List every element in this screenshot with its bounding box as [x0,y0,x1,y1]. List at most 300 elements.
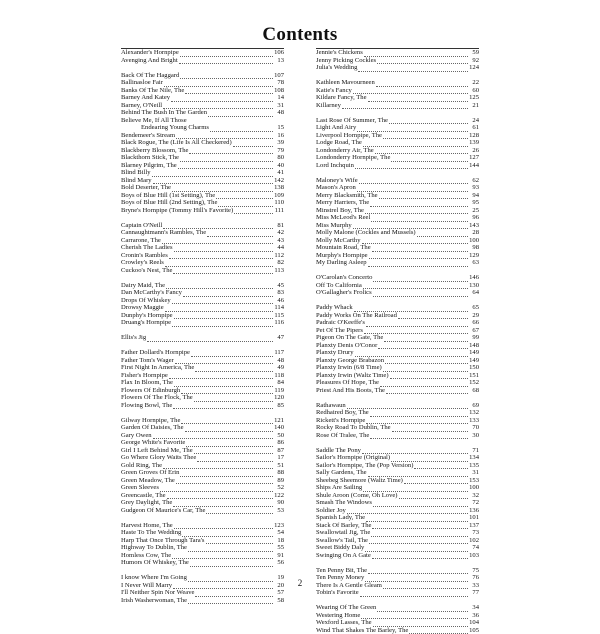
toc-entry-page: 138 [274,184,284,192]
toc-entry [316,589,479,597]
toc-entry-title: Smash The Windows [316,499,372,507]
toc-entry-title: Bold Deserter, The [121,184,171,192]
toc-leader-dots [366,516,468,522]
toc-entry [316,94,479,102]
toc-entry-page: 85 [274,402,284,410]
toc-entry [121,537,284,545]
toc-entry [316,184,479,192]
toc-leader-dots [391,156,468,162]
toc-entry-title: Wexford Lasses, The [316,619,372,627]
toc-entry-title: Highway To Dublin, The [121,544,187,552]
toc-entry-page: 99 [469,334,479,342]
toc-leader-dots [186,441,273,447]
toc-leader-dots [368,96,468,102]
toc-leader-dots [206,508,273,514]
section-spacer [316,297,479,305]
toc-entry-title: Redhaired Boy, The [316,409,369,417]
section-spacer [121,514,284,522]
toc-leader-dots [404,478,468,484]
toc-entry-title: Ten Penny Money [316,574,364,582]
toc-entry-title: Black Rogue, The (Life Is All Checkered) [121,139,232,147]
toc-entry-page: 52 [274,484,284,492]
toc-leader-dots [174,523,273,529]
toc-entry [121,87,284,95]
toc-entry [316,387,479,395]
toc-entry-title: Druang's Hornpipe [121,319,171,327]
toc-leader-dots [363,141,468,147]
toc-entry-title: Sailor's Hornpipe, The (Pop Version) [316,462,413,470]
page-title: Contents [0,24,600,46]
toc-entry [121,267,284,275]
toc-leader-dots [180,73,273,79]
toc-entry-title: Blind Billy [121,169,151,177]
toc-leader-dots [373,276,468,282]
toc-entry-title: George White's Favorite [121,439,185,447]
toc-entry-page: 134 [469,454,479,462]
toc-entry-page: 48 [274,109,284,117]
toc-leader-dots [365,208,468,214]
toc-leader-dots [379,193,468,199]
toc-entry-page: 25 [469,207,479,215]
toc-entry-page: 153 [469,477,479,485]
toc-entry [316,417,479,425]
toc-entry [316,469,479,477]
toc-entry-title: Blarney Pilgrim, The [121,162,177,170]
toc-entry [316,327,479,335]
toc-entry [316,604,479,612]
toc-leader-dots [386,388,468,394]
toc-entry-title: Dan McCarthy's Fancy [121,289,182,297]
toc-entry-page: 50 [274,432,284,440]
toc-leader-dots [384,336,468,342]
toc-leader-dots [190,561,273,567]
toc-leader-dots [358,66,468,72]
toc-leader-dots [365,546,468,552]
toc-entry [121,229,284,237]
toc-entry-title: Off To California [316,282,362,290]
toc-entry [121,139,284,147]
toc-entry-title: Go Where Glory Waits Thee [121,454,196,462]
toc-entry-title: Humors Of Whiskey, The [121,559,189,567]
toc-entry [316,102,479,110]
toc-entry [316,79,479,87]
toc-entry-title: Crowley's Reels [121,259,164,267]
toc-entry-title: Minstrel Boy, The [316,207,364,215]
toc-entry [121,589,284,597]
toc-entry-title: Sailor's Hornpipe (Original) [316,454,390,462]
toc-leader-dots [372,553,468,559]
toc-entry-page: 152 [469,379,479,387]
section-spacer [121,327,284,335]
toc-entry-title: First Night In America, The [121,364,194,372]
toc-entry-title: Behind The Bush In The Garden [121,109,207,117]
toc-entry [316,222,479,230]
toc-entry [121,304,284,312]
toc-entry-title: Back Of The Haggard [121,72,179,80]
toc-entry-title: Gold Ring, The [121,462,162,470]
toc-entry-title: Irish Washerwoman, The [121,597,187,605]
toc-entry-page: 31 [274,102,284,110]
toc-entry-page: 57 [274,589,284,597]
section-spacer [316,109,479,117]
toc-entry-title: Paddy Whack [316,304,353,312]
toc-entry-page: 82 [274,259,284,267]
toc-entry-title: Green Sleeves [121,484,159,492]
toc-leader-dots [373,501,468,507]
toc-entry [316,612,479,620]
toc-entry-title: Believe Me, If All Those [121,117,187,125]
toc-entry-title: Fisher's Hornpipe [121,372,168,380]
toc-entry-page: 93 [469,184,479,192]
toc-entry-page: 15 [274,124,284,132]
toc-entry-page: 114 [274,304,284,312]
toc-entry [316,319,479,327]
toc-entry [316,492,479,500]
toc-entry-page: 74 [469,544,479,552]
toc-entry [316,207,479,215]
toc-leader-dots [370,201,468,207]
toc-entry-title: O'Gallagher's Frolics [316,289,372,297]
toc-entry [316,229,479,237]
toc-entry-title: O'Carolan's Concerto [316,274,372,282]
toc-entry-title: Miss Murphy [316,222,352,230]
toc-entry [121,199,284,207]
toc-entry-page: 51 [274,462,284,470]
toc-leader-dots [373,291,468,297]
toc-entry [316,552,479,560]
toc-entry [316,522,479,530]
toc-entry [316,312,479,320]
toc-leader-dots [191,351,273,357]
toc-leader-dots [370,411,468,417]
toc-entry-title: My Darling Asleep [316,259,367,267]
toc-entry-title: Cuckoo's Nest, The [121,267,172,275]
toc-entry-title: Gilway Hornpipe, The [121,417,180,425]
toc-leader-dots [174,246,273,252]
toc-entry-page: 95 [469,199,479,207]
toc-entry-title: Tobin's Favorite [316,589,359,597]
toc-entry-page: 29 [469,312,479,320]
toc-entry [316,349,479,357]
toc-entry-page: 144 [469,162,479,170]
toc-entry-page: 60 [469,87,479,95]
toc-entry [121,402,284,410]
toc-entry-title: Father Tom's Wager [121,357,174,365]
section-spacer [121,274,284,282]
toc-entry [121,124,284,132]
toc-entry-page: 44 [274,244,284,252]
toc-leader-dots [360,591,468,597]
toc-entry-title: Sally Gardens, The [316,469,367,477]
toc-entry-page: 47 [274,334,284,342]
toc-entry [121,147,284,155]
toc-entry-title: Spanish Lady, The [316,514,365,522]
toc-entry-title: Gary Owen [121,432,152,440]
toc-leader-dots [363,283,468,289]
toc-entry [316,402,479,410]
toc-leader-dots [380,381,468,387]
toc-leader-dots [364,51,468,57]
toc-entry [316,424,479,432]
toc-entry-page: 135 [469,462,479,470]
toc-entry [121,529,284,537]
toc-entry [121,447,284,455]
toc-leader-dots [216,193,273,199]
toc-entry-page: 117 [274,349,284,357]
toc-entry [316,514,479,522]
toc-entry [316,379,479,387]
toc-entry-title: Captain O'Neill [121,222,162,230]
toc-entry-title: Kildare Fancy, The [316,94,367,102]
toc-leader-dots [399,493,469,499]
toc-entry-title: Dunphy's Hornpipe [121,312,173,320]
toc-entry [316,477,479,485]
toc-entry [316,627,479,634]
toc-leader-dots [172,298,273,304]
toc-entry-title: Banks Of The Nile, The [121,87,184,95]
toc-entry-page: 62 [469,177,479,185]
toc-entry-page: 18 [274,537,284,545]
toc-entry [316,484,479,492]
toc-entry-title: Swallowtail Jig, The [316,529,370,537]
toc-entry [121,439,284,447]
toc-entry-title: Blind Mary [121,177,152,185]
toc-entry [316,619,479,627]
toc-entry-title: Maloney's Wife [316,177,358,185]
toc-leader-dots [390,373,468,379]
toc-entry-title: Pigeon On The Gate, The [316,334,383,342]
toc-entry-title: Dairy Maid, The [121,282,165,290]
toc-entry [121,462,284,470]
toc-entry-title: Paddy Works On The Railroad [316,312,397,320]
toc-entry [316,447,479,455]
toc-entry [121,349,284,357]
toc-entry [121,132,284,140]
toc-entry-title: Boys of Blue Hill (1st Setting), The [121,192,215,200]
toc-leader-dots [194,448,273,454]
toc-entry-page: 129 [469,252,479,260]
toc-entry-page: 124 [469,64,479,72]
toc-entry [121,394,284,402]
toc-entry-page: 56 [274,559,284,567]
toc-entry-page: 86 [274,439,284,447]
toc-entry-page: 104 [469,619,479,627]
toc-entry [316,259,479,267]
toc-entry [316,117,479,125]
toc-entry [121,454,284,462]
toc-leader-dots [163,463,273,469]
toc-entry-page: 143 [469,222,479,230]
toc-entry [121,484,284,492]
toc-entry-page: 73 [469,529,479,537]
toc-entry [121,424,284,432]
toc-entry [316,499,479,507]
contents-column-left [121,48,284,604]
toc-entry-page: 139 [469,139,479,147]
toc-entry-page: 148 [469,342,479,350]
toc-entry-title: Katie's Fancy [316,87,352,95]
toc-entry-page: 67 [469,327,479,335]
toc-entry [121,79,284,87]
toc-leader-dots [372,523,468,529]
toc-entry-page: 100 [469,484,479,492]
toc-entry-title: Planxty Irwin (Waltz Time) [316,372,389,380]
section-spacer [316,439,479,447]
toc-entry-page: 142 [274,177,284,185]
toc-entry-page: 127 [469,154,479,162]
toc-entry [316,64,479,72]
toc-leader-dots [368,261,468,267]
toc-leader-dots [389,118,468,124]
toc-entry-title: Drops Of Whiskey [121,297,171,305]
toc-leader-dots [361,613,468,619]
toc-leader-dots [195,366,273,372]
toc-leader-dots [370,433,468,439]
toc-entry-title: Garden Of Daisies, The [121,424,184,432]
toc-leader-dots [414,463,468,469]
toc-entry [121,297,284,305]
toc-leader-dots [185,88,273,94]
toc-leader-dots [180,471,273,477]
toc-entry [121,432,284,440]
toc-entry [316,199,479,207]
toc-leader-dots [181,388,273,394]
toc-entry-title: Flax In Bloom, The [121,379,173,387]
toc-entry-title: Bryne's Hornpipe (Tommy Hill's Favorite) [121,207,233,215]
toc-entry-page: 87 [274,447,284,455]
toc-leader-dots [165,306,273,312]
toc-entry-page: 76 [469,574,479,582]
toc-entry [316,147,479,155]
toc-entry [121,559,284,567]
toc-entry-title: Girl I Left Behind Me, The [121,447,193,455]
toc-entry-page: 22 [469,79,479,87]
toc-entry-page: 121 [274,417,284,425]
toc-leader-dots [176,478,273,484]
toc-entry-page: 75 [469,567,479,575]
toc-leader-dots [188,598,273,604]
toc-leader-dots [398,313,468,319]
toc-entry-page: 108 [274,87,284,95]
toc-entry [316,87,479,95]
toc-leader-dots [173,403,273,409]
toc-leader-dots [180,156,273,162]
toc-entry-page: 20 [274,582,284,590]
toc-entry-title: Wind That Shakes The Barley, The [316,627,408,634]
toc-entry-page: 81 [274,222,284,230]
toc-entry-page: 102 [469,537,479,545]
toc-entry-title: Green Meadow, The [121,477,175,485]
toc-leader-dots [174,381,273,387]
toc-entry-page: 94 [469,192,479,200]
toc-entry [316,507,479,515]
toc-entry-page: 83 [274,289,284,297]
toc-entry [121,417,284,425]
toc-entry-title: Liverpool Hornpipe, The [316,132,382,140]
toc-entry-page: 77 [469,589,479,597]
toc-entry-title: Saddle The Pony [316,447,361,455]
toc-leader-dots [371,531,468,537]
toc-entry-title: Rocky Road To Dublin, The [316,424,391,432]
toc-leader-dots [147,336,273,342]
toc-entry-page: 109 [274,192,284,200]
toc-leader-dots [362,238,468,244]
toc-entry [121,522,284,530]
toc-entry [316,192,479,200]
toc-entry-page: 45 [274,282,284,290]
toc-entry-title: Cronin's Rambles [121,252,168,260]
toc-entry-title: Swallow's Tail, The [316,537,368,545]
toc-entry-title: Pleasures Of Hope, The [316,379,379,387]
toc-entry-title: Molly Malone (Cockles and Mussels) [316,229,416,237]
toc-entry-page: 42 [274,229,284,237]
toc-entry-title: Endearing Young Charms [121,124,209,132]
toc-entry-page: 28 [469,229,479,237]
toc-entry-title: Sweet Biddy Daly [316,544,364,552]
section-spacer [121,64,284,72]
toc-leader-dots [169,253,273,259]
toc-entry-title: Mountain Road, The [316,244,371,252]
toc-entry [121,597,284,605]
toc-entry-page: 149 [469,357,479,365]
toc-leader-dots [188,546,273,552]
toc-entry [121,49,284,57]
toc-entry-page: 112 [274,252,284,260]
toc-entry [121,252,284,260]
toc-leader-dots [194,396,273,402]
toc-entry-page: 59 [469,49,479,57]
toc-entry-page: 110 [274,199,284,207]
toc-entry [121,192,284,200]
toc-entry-page: 43 [274,237,284,245]
toc-entry-title: Ballinasloe Fair [121,79,163,87]
toc-entry-page: 32 [469,492,479,500]
toc-entry-page: 89 [274,477,284,485]
toc-entry [316,342,479,350]
toc-entry-page: 101 [469,514,479,522]
toc-entry-title: Rose Of Tralee, The [316,432,369,440]
toc-entry [121,259,284,267]
toc-entry [121,117,284,125]
toc-entry-title: Flowers Of The Flock, The [121,394,193,402]
toc-entry [316,282,479,290]
toc-entry-page: 78 [274,79,284,87]
toc-leader-dots [234,208,273,214]
toc-entry-page: 91 [274,552,284,560]
toc-entry [316,529,479,537]
toc-entry [121,207,284,215]
toc-entry [121,169,284,177]
toc-entry [316,409,479,417]
toc-entry [316,357,479,365]
toc-entry-title: Green Groves Of Erin [121,469,179,477]
toc-entry [121,477,284,485]
toc-entry-page: 17 [274,454,284,462]
toc-entry [121,177,284,185]
toc-entry [316,372,479,380]
toc-leader-dots [377,606,468,612]
toc-entry [121,334,284,342]
toc-entry-title: Grey Daylight, The [121,499,172,507]
toc-entry [316,304,479,312]
toc-leader-dots [369,538,468,544]
toc-entry-page: 53 [274,507,284,515]
toc-entry [121,507,284,515]
toc-leader-dots [409,628,468,634]
section-spacer [121,342,284,350]
toc-entry [316,162,479,170]
toc-leader-dots [359,178,468,184]
